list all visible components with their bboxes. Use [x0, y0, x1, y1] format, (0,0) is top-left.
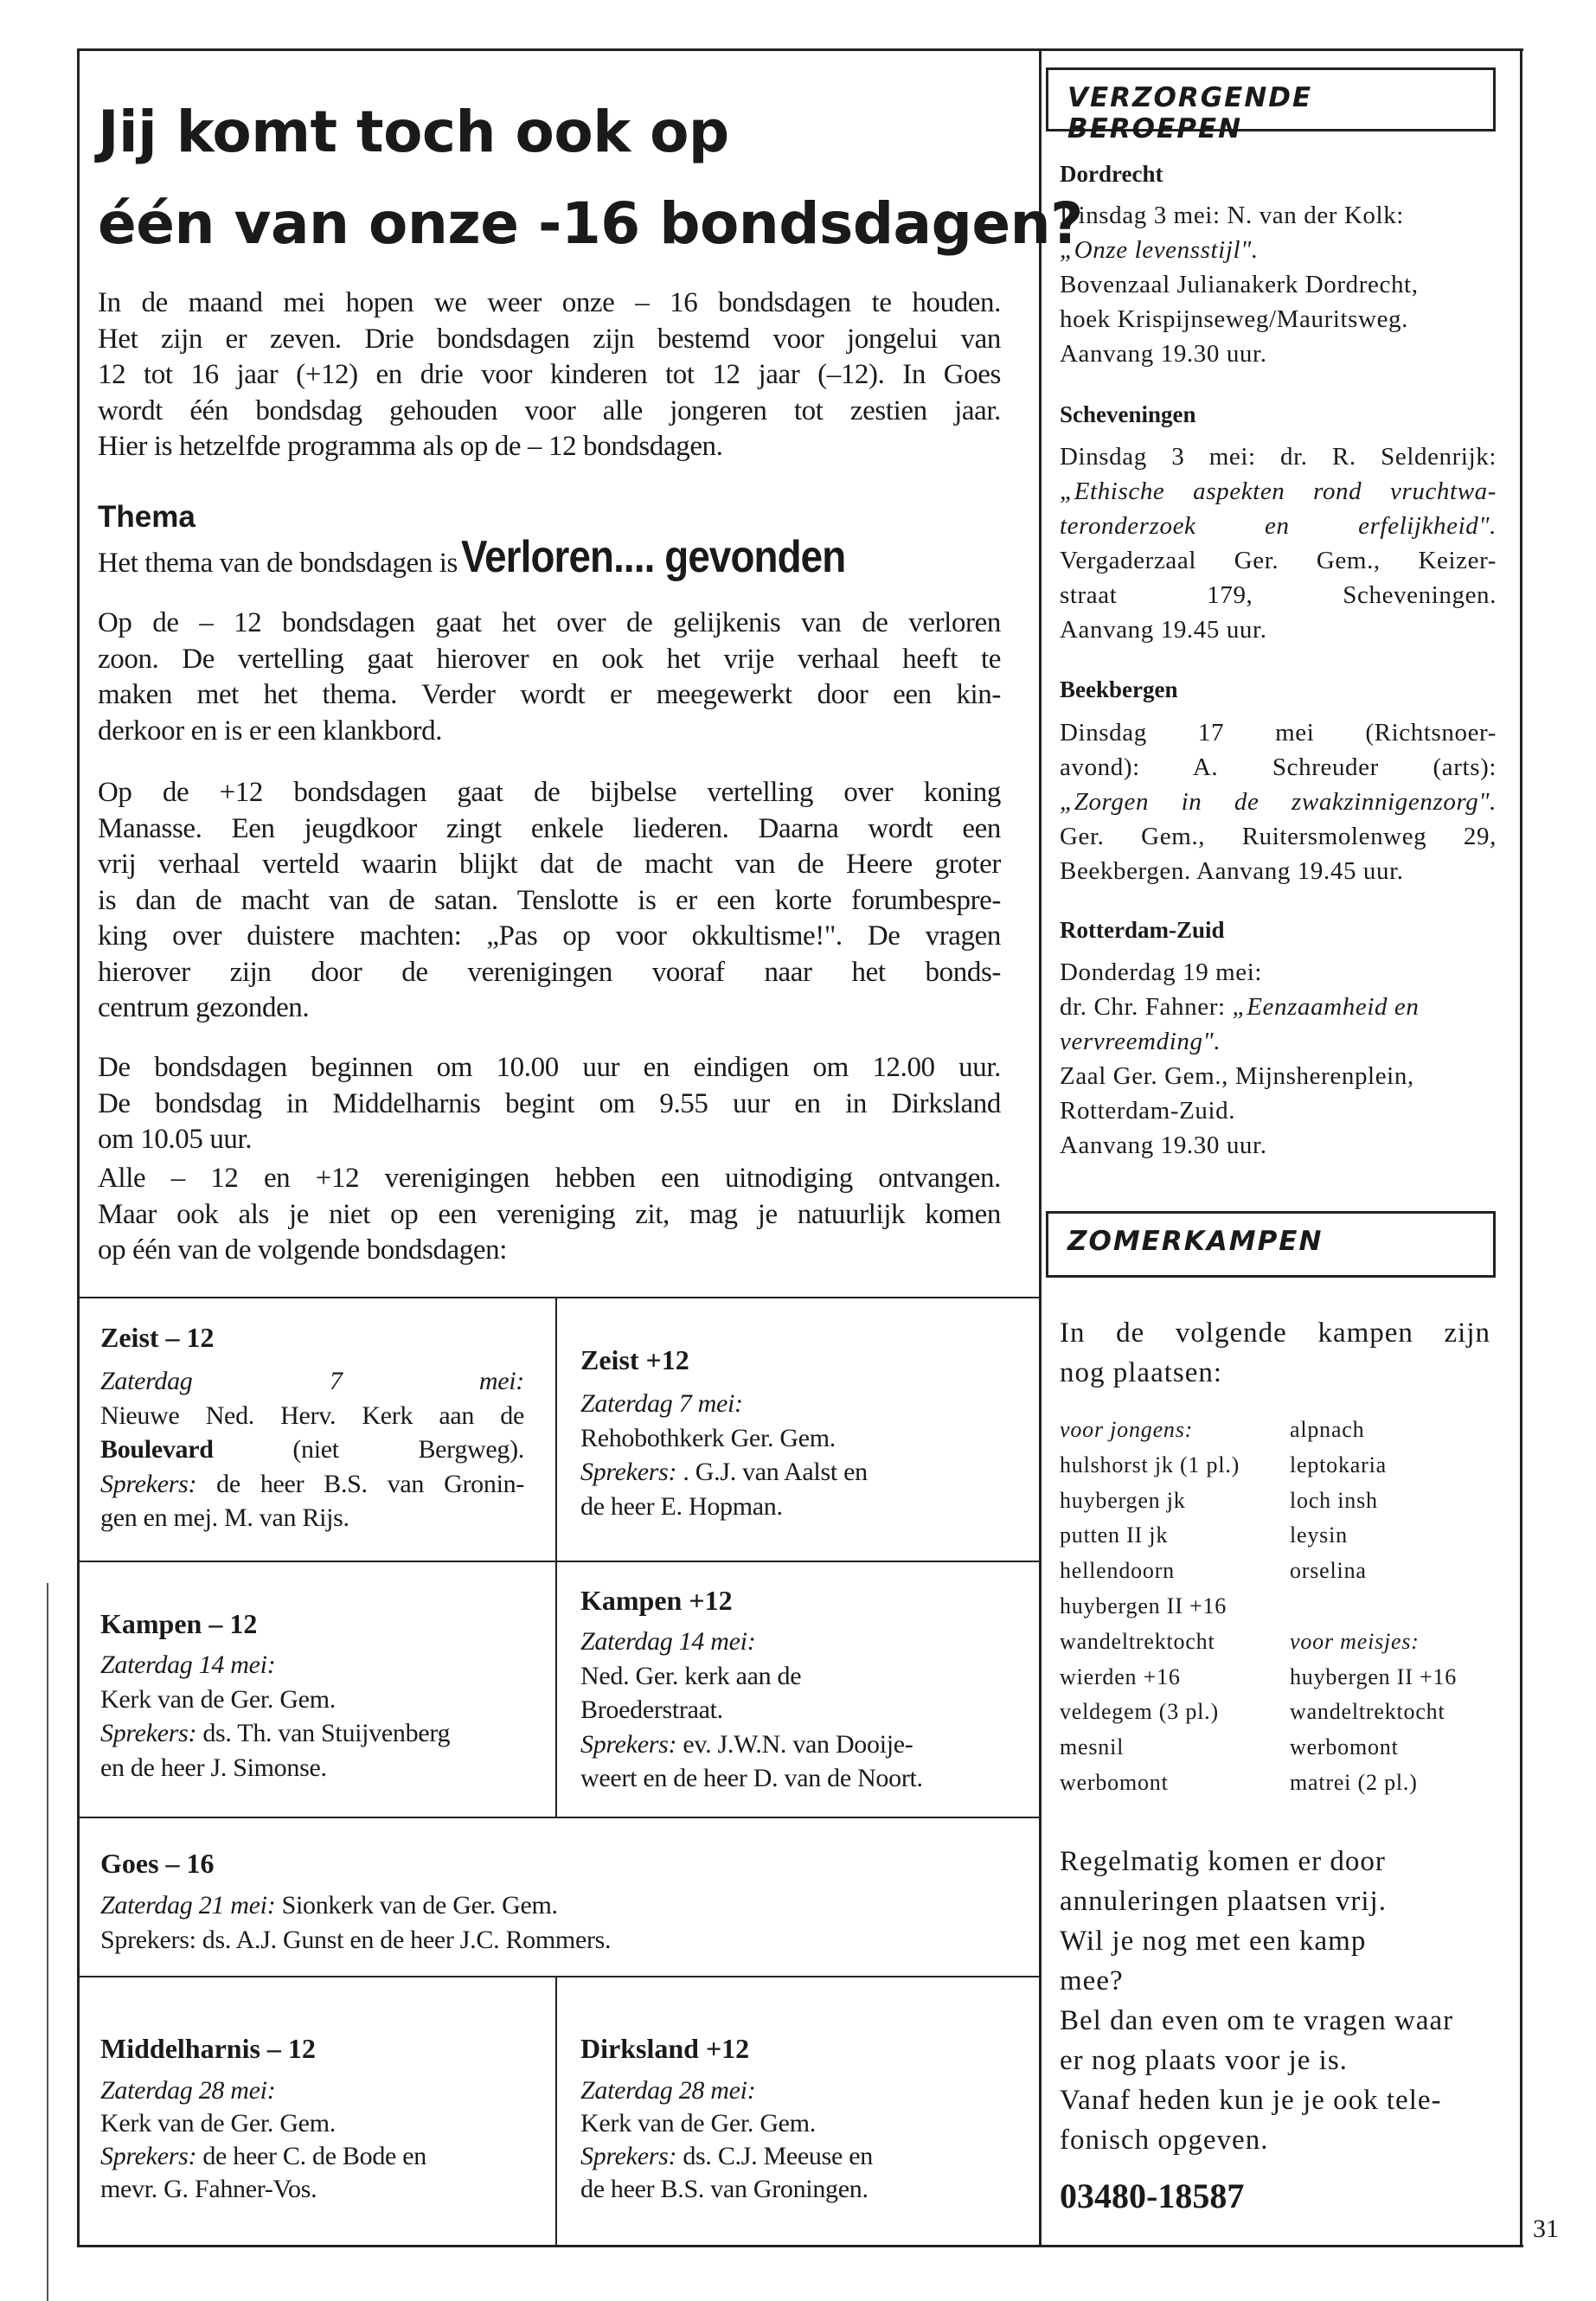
- text-line: matrei (2 pl.): [1290, 1769, 1418, 1795]
- text-line: [580, 1455, 1013, 1490]
- text-line: Dinsdag 3 mei: N. van der Kolk:: [1060, 202, 1404, 229]
- text-segment: Sprekers:: [580, 1458, 677, 1486]
- text-line: centrum gezonden.: [98, 992, 310, 1023]
- text-line: weert en de heer D. van de Noort.: [580, 1764, 923, 1792]
- zomerkampen-intro: [1060, 1313, 1490, 1393]
- grid-line-1: [77, 1297, 1041, 1298]
- grid-vline-1: [555, 1297, 557, 1818]
- title-line-1: Jij komt toch ook op: [98, 99, 729, 165]
- text-line: Rotterdam-Zuid.: [1060, 1097, 1236, 1125]
- title-line-2: één van onze -16 bondsdagen?: [98, 190, 1083, 257]
- text-segment: dr. Chr. Fahner:: [1060, 993, 1233, 1021]
- text-line: Regelmatig komen er door: [1060, 1846, 1386, 1877]
- text-line: [1060, 474, 1497, 509]
- event-heading-middelharnis: Middelharnis – 12: [100, 2033, 316, 2064]
- text-line: er nog plaats voor je is.: [1060, 2045, 1348, 2076]
- text-segment: Sprekers:: [100, 2142, 197, 2170]
- text-line: wandeltrektocht: [1060, 1628, 1215, 1654]
- heading-scheveningen: Scheveningen: [1060, 401, 1196, 427]
- frame-left: [77, 48, 80, 2247]
- text-line: Hier is hetzelfde programma als op de – 12 bondsdagen.: [98, 431, 723, 462]
- text-line: zoon. De vertelling gaat hierover en ook het vrije verhaal heeft te: [98, 643, 1001, 675]
- text-segment: Zaterdag 7 mei:: [100, 1367, 524, 1395]
- text-segment: . G.J. van Aalst en: [676, 1458, 868, 1486]
- text-line: Ned. Ger. kerk aan de: [580, 1661, 802, 1690]
- text-line: orselina: [1290, 1558, 1367, 1584]
- text-line: straat 179, Scheveningen.: [1060, 581, 1497, 609]
- text-line: [580, 2140, 1013, 2173]
- text-line: Donderdag 19 mei:: [1060, 958, 1263, 986]
- verzorgende-header: VERZORGENDE BEROEPEN: [1067, 82, 1313, 144]
- text-segment: ds. Th. van Stuijvenberg: [196, 1719, 451, 1747]
- text-segment: ev. J.W.N. van Dooije-: [676, 1729, 913, 1759]
- text-line: Maar ook als je niet op een vereniging zit, mag je natuurlijk komen: [98, 1198, 1001, 1230]
- text-line: op één van de volgende bondsdagen:: [98, 1234, 508, 1266]
- text-line: [100, 1364, 524, 1399]
- text-segment: „Onze levensstijl".: [1060, 236, 1259, 264]
- text-line: Bel dan even om te vragen waar: [1060, 2005, 1454, 2036]
- text-segment: de heer B.S. van Gronin-: [196, 1469, 524, 1498]
- paragraph-times: [98, 1050, 1001, 1158]
- thema-lead: Het thema van de bondsdagen is: [98, 548, 458, 579]
- text-line: huybergen II +16: [1060, 1593, 1227, 1618]
- event-heading-kampen-min12: Kampen – 12: [100, 1608, 258, 1639]
- text-line: [580, 2074, 1013, 2107]
- text-line: 12 tot 16 jaar (+12) en drie voor kinderen tot 12 jaar (–12). In Goes: [98, 359, 1001, 390]
- text-segment: Zaterdag 7 mei:: [580, 1389, 743, 1418]
- text-line: loch insh: [1290, 1487, 1378, 1513]
- text-line: De bondsdag in Middelharnis begint om 9.55 uur en in Dirksland: [98, 1087, 1001, 1119]
- text-segment: de heer C. de Bode en: [196, 2142, 426, 2170]
- text-segment: Zaterdag 21 mei:: [100, 1891, 276, 1920]
- text-line: wandeltrektocht: [1290, 1699, 1445, 1725]
- text-line: Wil je nog met een kamp: [1060, 1926, 1367, 1957]
- event-kampen-min12: [100, 1648, 533, 1785]
- text-line: Aanvang 19.45 uur.: [1060, 616, 1267, 644]
- camps-list-column-1: [1060, 1413, 1240, 1801]
- scan-edge-line: [47, 1583, 48, 2301]
- text-line: Alle – 12 en +12 verenigingen hebben een uitnodiging ontvangen.: [98, 1163, 1001, 1194]
- text-line: [1060, 1024, 1501, 1059]
- text-line: Kerk van de Ger. Gem.: [100, 2109, 336, 2138]
- text-line: mee?: [1060, 1965, 1124, 1997]
- text-line: [1060, 233, 1501, 267]
- event-zeist-min12: [100, 1364, 524, 1535]
- frame-right: [1520, 48, 1522, 2247]
- text-line: wordt één bondsdag gehouden voor alle jongeren tot zestien jaar.: [98, 394, 1001, 426]
- text-line: [1060, 509, 1497, 543]
- text-line: werbomont: [1060, 1769, 1169, 1795]
- text-line: annuleringen plaatsen vrij.: [1060, 1886, 1387, 1917]
- text-line: Broederstraat.: [580, 1695, 723, 1724]
- text-segment: „Zorgen in de zwakzinnigenzorg".: [1060, 788, 1497, 816]
- text-line: mesnil: [1060, 1734, 1125, 1760]
- camps-list-column-2: [1290, 1413, 1457, 1801]
- rotterdam-details: [1060, 955, 1501, 1163]
- text-line: [580, 1625, 1013, 1659]
- text-line: Dinsdag 17 mei (Richtsnoer-: [1060, 719, 1497, 747]
- event-heading-kampen-plus12: Kampen +12: [580, 1585, 733, 1616]
- text-line: Vanaf heden kun je je ook tele-: [1060, 2085, 1442, 2116]
- text-line: [1060, 785, 1497, 819]
- text-line: In de volgende kampen zijn: [1060, 1317, 1490, 1349]
- text-line: hoek Krispijnseweg/Mauritsweg.: [1060, 305, 1408, 333]
- text-line: Dinsdag 3 mei: dr. R. Seldenrijk:: [1060, 443, 1497, 471]
- text-segment: Zaterdag 14 mei:: [580, 1627, 756, 1656]
- grid-line-4: [77, 1976, 1041, 1977]
- text-segment: Zaterdag 28 mei:: [580, 2076, 756, 2105]
- text-line: hierover zijn door de verenigingen vooraf naar het bonds-: [98, 956, 1001, 988]
- text-line: Zaal Ger. Gem., Mijnsherenplein,: [1060, 1062, 1414, 1090]
- heading-rotterdam-zuid: Rotterdam-Zuid: [1060, 917, 1225, 943]
- column-divider: [1039, 48, 1042, 2247]
- paragraph-min12: [98, 606, 1001, 749]
- page-number: 31: [1533, 2214, 1559, 2243]
- text-line: nog plaatsen:: [1060, 1357, 1223, 1388]
- verzorgende-header-box: [1046, 67, 1496, 144]
- text-line: veldegem (3 pl.): [1060, 1699, 1219, 1725]
- text-segment: Sprekers:: [100, 1469, 197, 1498]
- text-line: mevr. G. Fahner-Vos.: [100, 2175, 317, 2203]
- text-line: [100, 2140, 533, 2173]
- text-segment: ds. C.J. Meeuse en: [676, 2142, 873, 2170]
- text-segment: (niet Bergweg).: [213, 1435, 524, 1464]
- text-line: Kerk van de Ger. Gem.: [580, 2109, 816, 2138]
- text-line: [1060, 990, 1501, 1024]
- text-segment: Zaterdag 14 mei:: [100, 1650, 276, 1679]
- event-kampen-plus12: [580, 1625, 1013, 1796]
- text-line: om 10.05 uur.: [98, 1124, 253, 1155]
- zomerkampen-outro: [1060, 1842, 1490, 2160]
- heading-dordrecht: Dordrecht: [1060, 161, 1163, 187]
- text-line: [100, 1888, 965, 1923]
- event-heading-goes: Goes – 16: [100, 1848, 215, 1879]
- text-line: hellendoorn: [1060, 1558, 1175, 1584]
- text-line: leptokaria: [1290, 1452, 1387, 1477]
- event-goes: [100, 1888, 965, 1957]
- text-line: Het zijn er zeven. Drie bondsdagen zijn bestemd voor jongelui van: [98, 323, 1001, 355]
- event-zeist-plus12: [580, 1387, 1013, 1523]
- grid-line-2: [77, 1561, 1041, 1562]
- text-line: Op de +12 bondsdagen gaat de bijbelse vertelling over koning: [98, 777, 1001, 808]
- text-segment: Boulevard: [100, 1435, 214, 1464]
- text-line: avond): A. Schreuder (arts):: [1060, 753, 1497, 781]
- text-line: putten II jk: [1060, 1522, 1169, 1548]
- event-heading-zeist-min12: Zeist – 12: [100, 1322, 215, 1353]
- text-line: de heer B.S. van Groningen.: [580, 2175, 869, 2203]
- text-line: werbomont: [1290, 1734, 1399, 1760]
- intro-paragraph: [98, 285, 1001, 465]
- grid-vline-2: [555, 1976, 557, 2246]
- text-line: gen en mej. M. van Rijs.: [100, 1503, 349, 1532]
- text-segment: Sprekers:: [580, 2142, 677, 2170]
- text-line: Manasse. Een jeugdkoor zingt enkele liederen. Daarna wordt een: [98, 812, 1001, 844]
- text-line: [100, 2074, 533, 2107]
- text-line: [100, 1648, 533, 1682]
- text-segment: Sprekers:: [100, 1719, 197, 1747]
- text-segment: voor jongens:: [1060, 1417, 1194, 1442]
- text-line: vrij verhaal verteld waarin blijkt dat de macht van de Heere groter: [98, 849, 1001, 880]
- text-line: is dan de macht van de satan. Tenslotte is er een korte forumbespre-: [98, 884, 1001, 916]
- text-line: derkoor en is er een klankbord.: [98, 715, 443, 747]
- beekbergen-details: [1060, 715, 1497, 888]
- text-line: [100, 1467, 524, 1502]
- dordrecht-details: [1060, 198, 1501, 371]
- text-line: en de heer J. Simonse.: [100, 1753, 327, 1782]
- zomerkampen-header-box: [1046, 1211, 1496, 1278]
- text-line: alpnach: [1290, 1417, 1365, 1442]
- text-line: Bovenzaal Julianakerk Dordrecht,: [1060, 271, 1419, 298]
- event-heading-dirksland: Dirksland +12: [580, 2033, 750, 2064]
- text-line: king over duistere machten: „Pas op voor okkultisme!". De vragen: [98, 920, 1001, 952]
- text-segment: vervreemding".: [1060, 1028, 1221, 1055]
- frame-top: [77, 48, 1523, 51]
- text-line: Vergaderzaal Ger. Gem., Keizer-: [1060, 547, 1497, 574]
- text-line: Op de – 12 bondsdagen gaat het over de gelijkenis van de verloren: [98, 607, 1001, 638]
- text-line: Rehobothkerk Ger. Gem.: [580, 1423, 836, 1452]
- text-segment: Sionkerk van de Ger. Gem.: [275, 1891, 558, 1920]
- text-line: wierden +16: [1060, 1663, 1181, 1689]
- text-line: [100, 1716, 533, 1751]
- zomerkampen-header: ZOMERKAMPEN: [1067, 1226, 1324, 1257]
- text-line: [1290, 1589, 1457, 1625]
- text-line: [580, 1387, 1013, 1421]
- text-segment: „Ethische aspekten rond vruchtwa-: [1060, 478, 1497, 505]
- paragraph-invite: [98, 1161, 1001, 1269]
- text-line: [1290, 1625, 1457, 1660]
- text-segment: teronderzoek en erfelijkheid".: [1060, 512, 1497, 540]
- heading-beekbergen: Beekbergen: [1060, 676, 1178, 702]
- text-line: fonisch opgeven.: [1060, 2125, 1269, 2156]
- text-segment: Sprekers:: [580, 1729, 677, 1759]
- text-segment: „Eenzaamheid en: [1232, 993, 1420, 1021]
- text-line: de heer E. Hopman.: [580, 1491, 783, 1521]
- text-line: Kerk van de Ger. Gem.: [100, 1684, 336, 1714]
- thema-title: Verloren.... gevonden: [460, 532, 846, 582]
- thema-line: [98, 531, 1015, 583]
- scheveningen-details: [1060, 439, 1497, 647]
- text-line: Sprekers: ds. A.J. Gunst en de heer J.C. Rommers.: [100, 1925, 612, 1954]
- text-line: maken met het thema. Verder wordt er meegewerkt door een kin-: [98, 679, 1001, 710]
- text-line: Aanvang 19.30 uur.: [1060, 340, 1267, 368]
- text-line: huybergen jk: [1060, 1487, 1186, 1513]
- text-line: In de maand mei hopen we weer onze – 16 bondsdagen te houden.: [98, 287, 1001, 318]
- grid-line-3: [77, 1817, 1041, 1818]
- text-line: Beekbergen. Aanvang 19.45 uur.: [1060, 857, 1404, 885]
- text-line: huybergen II +16: [1290, 1663, 1458, 1689]
- text-line: hulshorst jk (1 pl.): [1060, 1452, 1240, 1477]
- paragraph-plus12: [98, 775, 1001, 1027]
- text-line: [580, 1727, 1013, 1762]
- text-line: [100, 1433, 524, 1467]
- text-line: De bondsdagen beginnen om 10.00 uur en eindigen om 12.00 uur.: [98, 1052, 1001, 1083]
- text-line: leysin: [1290, 1522, 1348, 1548]
- text-line: Ger. Gem., Ruitersmolenweg 29,: [1060, 823, 1497, 850]
- event-middelharnis: [100, 2074, 533, 2206]
- event-dirksland: [580, 2074, 1013, 2206]
- text-line: Aanvang 19.30 uur.: [1060, 1131, 1267, 1159]
- thema-heading: Thema: [98, 500, 195, 534]
- event-heading-zeist-plus12: Zeist +12: [580, 1344, 689, 1375]
- article-title: [98, 87, 1083, 270]
- text-segment: Zaterdag 28 mei:: [100, 2076, 276, 2105]
- text-segment: voor meisjes:: [1290, 1628, 1420, 1654]
- text-line: Nieuwe Ned. Herv. Kerk aan de: [100, 1400, 524, 1430]
- phone-number: 03480-18587: [1060, 2176, 1245, 2215]
- text-line: [1060, 1413, 1240, 1448]
- frame-bottom: [77, 2245, 1523, 2247]
